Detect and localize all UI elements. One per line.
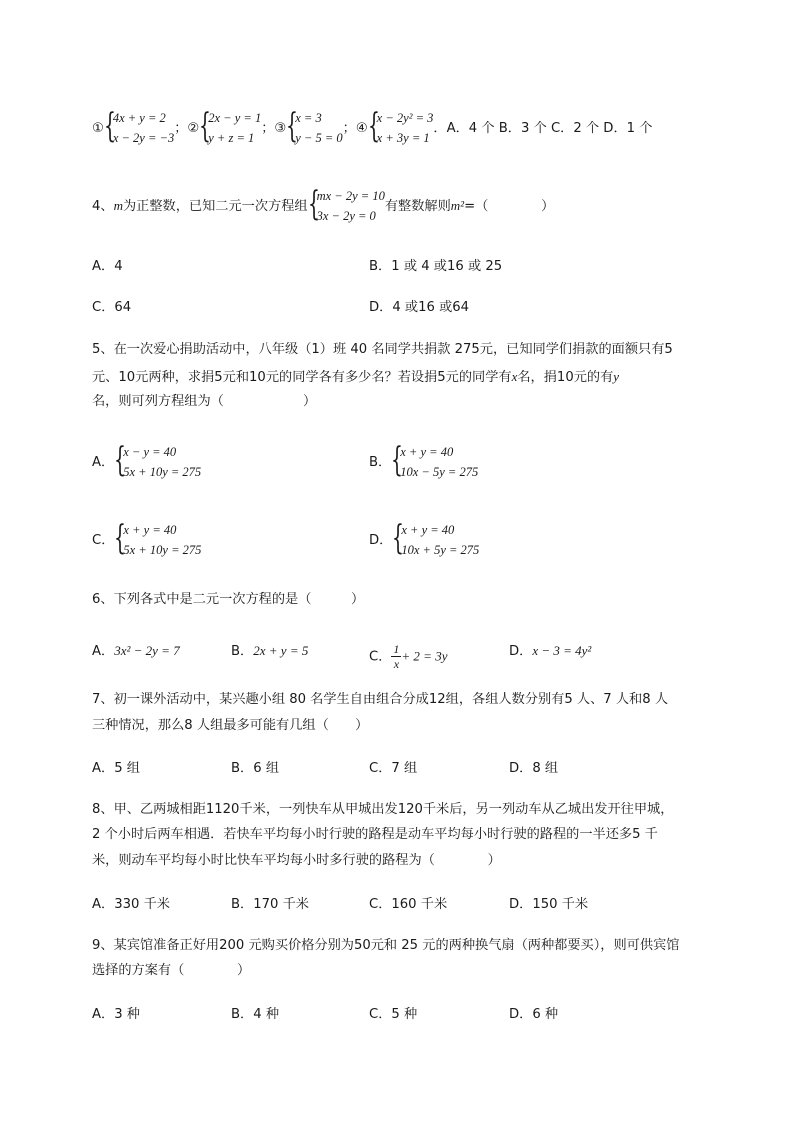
q3-system-2: { 2x − y = 1 y + z = 1 — [199, 106, 262, 146]
equation: x + y = 40 — [401, 523, 455, 537]
q3-system-1: { 4x + y = 2 x − 2y = −3 — [103, 106, 175, 146]
q9-line-2: 选择的方案有（ ） — [92, 963, 251, 978]
q3-system-4: { x − 2y² = 3 x + 3y = 1 — [367, 106, 434, 146]
q6-option-d — [509, 642, 591, 661]
equation: y + z = 1 — [208, 131, 255, 145]
q8-option-c: C．160 千米 — [369, 897, 448, 912]
q6-option-a-expr: 3x² − 2y = 7 — [114, 643, 180, 658]
equation: x + y = 40 — [400, 445, 454, 459]
q5-line-2b: 名，捐10元的有 — [517, 370, 614, 385]
q6-option-c-fraction — [391, 642, 401, 671]
equation: x = 3 — [295, 111, 322, 125]
q5-option-c — [92, 520, 201, 560]
q5-option-d — [369, 520, 479, 560]
equation: 5x + 10y = 275 — [123, 543, 202, 557]
q5-x-variable: x — [511, 369, 518, 384]
equation: 10x − 5y = 275 — [400, 465, 479, 479]
q9-option-a: A．3 种 — [92, 1007, 140, 1022]
equation: y − 5 = 0 — [295, 131, 343, 145]
q8-option-a: A．330 千米 — [92, 897, 170, 912]
equation: 5x + 10y = 275 — [123, 465, 202, 479]
q8-option-d: D．150 千米 — [509, 897, 589, 912]
q8-line-2: 2 个小时后两车相遇．若快车平均每小时行驶的路程是动车平均每小时行驶的路程的一半还多5 千 — [92, 827, 658, 842]
q6-option-a — [92, 642, 180, 661]
q8-line-1: 8、甲、乙两城相距1120千米，一列快车从甲城出发120千米后，另一列动车从乙城出发开往甲城， — [92, 802, 674, 817]
q4-stem-a: 4、 — [92, 199, 114, 214]
q4-stem-d: =（ ） — [464, 199, 555, 214]
equation: 2x − y = 1 — [208, 111, 262, 125]
q5-line-2 — [92, 368, 619, 387]
q5-option-d-system: { x + y = 40 10x + 5y = 275 — [392, 518, 480, 558]
q4-option-a: A．4 — [92, 259, 123, 274]
equation: 3x − 2y = 0 — [316, 209, 376, 223]
q5-option-a — [92, 442, 201, 482]
q4-stem-b: 为正整数，已知二元一次方程组 — [122, 199, 308, 214]
q4-stem — [92, 186, 554, 226]
q6-option-d-expr: x − 3 = 4y² — [532, 643, 592, 658]
q3-opt1-prefix: ① — [92, 121, 104, 136]
denominator: x — [393, 657, 400, 671]
q6-opt-label: B． — [231, 644, 254, 659]
q5-opt-label: A． — [92, 455, 115, 470]
q7-option-b: B．6 组 — [231, 761, 280, 776]
q6-option-b — [231, 642, 308, 661]
q5-y-variable: y — [613, 369, 620, 384]
q5-opt-label: C． — [92, 533, 115, 548]
q9-option-d: D．6 种 — [509, 1007, 559, 1022]
q5-line-3: 名，则可列方程组为（ ） — [92, 394, 317, 409]
equation: x + y = 40 — [123, 523, 177, 537]
q5-option-b — [369, 442, 478, 482]
q4-option-c: C．64 — [92, 300, 132, 315]
q7-line-2: 三种情况，那么8 人组最多可能有几组（ ） — [92, 718, 369, 733]
q6-stem: 6、下列各式中是二元一次方程的是（ ） — [92, 592, 365, 607]
q3-sep3: ；④ — [342, 121, 368, 136]
q9-line-1: 9、某宾馆准备正好用200 元购买价格分别为50元和 25 元的两种换气扇（两种都要买），则可供宾馆 — [92, 938, 680, 953]
q6-option-c — [369, 642, 447, 671]
q5-line-2a: 元、10元两种，求捐5元和10元的同学各有多少名？若设捐5元的同学有 — [92, 370, 512, 385]
q9-option-b: B．4 种 — [231, 1007, 280, 1022]
q3-options-line — [92, 108, 652, 148]
q6-option-c-rest: + 2 = 3y — [401, 648, 448, 664]
q4-system: { mx − 2y = 10 3x − 2y = 0 — [307, 184, 385, 224]
q5-opt-label: B． — [369, 455, 392, 470]
q6-opt-label: D． — [509, 644, 533, 659]
q4-m-squared: m² — [450, 198, 465, 213]
equation: x + 3y = 1 — [376, 131, 430, 145]
q6-opt-label: A． — [92, 644, 115, 659]
q4-option-d: D．4 或16 或64 — [369, 300, 470, 315]
equation: x − 2y = −3 — [112, 131, 175, 145]
q3-sep2: ；③ — [261, 121, 287, 136]
q5-option-a-system: { x − y = 40 5x + 10y = 275 — [114, 440, 202, 480]
q4-m-variable: m — [113, 198, 123, 213]
q3-system-3: { x = 3 y − 5 = 0 — [286, 106, 343, 146]
equation: mx − 2y = 10 — [316, 189, 385, 203]
q5-line-1: 5、在一次爱心捐助活动中，八年级（1）班 40 名同学共捐款 275元，已知同学们捐款的面额只有5 — [92, 342, 673, 357]
q7-option-a: A．5 组 — [92, 761, 140, 776]
equation: x − 2y² = 3 — [376, 111, 434, 125]
q7-option-c: C．7 组 — [369, 761, 418, 776]
q5-opt-label: D． — [369, 533, 393, 548]
q4-option-b: B．1 或 4 或16 或 25 — [369, 259, 503, 274]
q9-option-c: C．5 种 — [369, 1007, 418, 1022]
q4-stem-c: 有整数解则 — [384, 199, 451, 214]
q3-answer-choices: ．A．4 个 B．3 个 C．2 个 D．1 个 — [433, 121, 653, 136]
q5-option-c-system: { x + y = 40 5x + 10y = 275 — [114, 518, 202, 558]
q6-opt-label: C． — [369, 649, 392, 665]
numerator: 1 — [393, 642, 400, 656]
q6-option-b-expr: 2x + y = 5 — [253, 643, 309, 658]
q3-sep1: ；② — [174, 121, 200, 136]
q5-option-b-system: { x + y = 40 10x − 5y = 275 — [391, 440, 479, 480]
equation: 10x + 5y = 275 — [401, 543, 480, 557]
q8-option-b: B．170 千米 — [231, 897, 309, 912]
q7-option-d: D．8 组 — [509, 761, 559, 776]
q8-line-3: 米，则动车平均每小时比快车平均每小时多行驶的路程为（ ） — [92, 853, 501, 868]
equation: 4x + y = 2 — [112, 111, 166, 125]
q7-line-1: 7、初一课外活动中，某兴趣小组 80 名学生自由组合分成12组，各组人数分别有5 人、7 人和8 人 — [92, 692, 669, 707]
equation: x − y = 40 — [123, 445, 177, 459]
